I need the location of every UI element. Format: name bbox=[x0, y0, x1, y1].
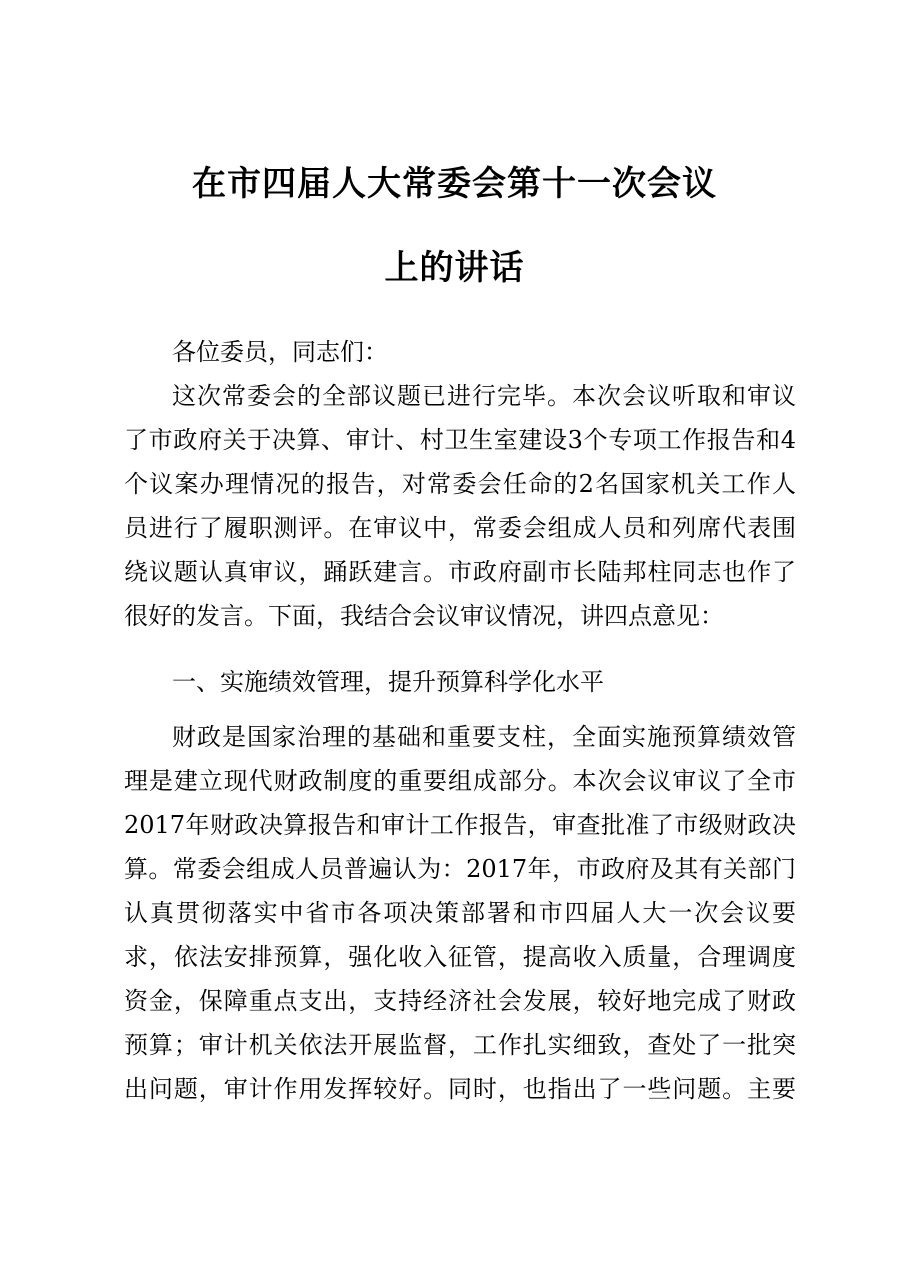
body-line: 出问题，审计作用发挥较好。同时，也指出了一些问题。主要 bbox=[124, 1075, 796, 1103]
body-line: 财政是国家治理的基础和重要支柱，全面实施预算绩效管 bbox=[172, 723, 796, 751]
body-line: 预算；审计机关依法开展监督，工作扎实细致，查处了一批突 bbox=[124, 1031, 796, 1059]
body-line: 算。常委会组成人员普遍认为：2017年，市政府及其有关部门 bbox=[124, 855, 796, 883]
body-line: 理是建立现代财政制度的重要组成部分。本次会议审议了全市 bbox=[124, 767, 796, 795]
body-line: 求，依法安排预算，强化收入征管，提高收入质量，合理调度 bbox=[124, 943, 796, 971]
section-heading: 一、实施绩效管理，提升预算科学化水平 bbox=[172, 668, 604, 696]
body-line: 了市政府关于决算、审计、村卫生室建设3个专项工作报告和4 bbox=[124, 426, 796, 454]
body-line: 员进行了履职测评。在审议中，常委会组成人员和列席代表围 bbox=[124, 514, 796, 542]
body-line: 这次常委会的全部议题已进行完毕。本次会议听取和审议 bbox=[172, 382, 796, 410]
body-line: 2017年财政决算报告和审计工作报告，审查批准了市级财政决 bbox=[124, 811, 796, 839]
salutation: 各位委员，同志们： bbox=[172, 338, 388, 366]
body-line: 个议案办理情况的报告，对常委会任命的2名国家机关工作人 bbox=[124, 470, 796, 498]
document-title-line-1: 在市四届人大常委会第十一次会议 bbox=[192, 164, 717, 204]
body-line: 很好的发言。下面，我结合会议审议情况，讲四点意见： bbox=[124, 602, 724, 630]
document-title-line-2: 上的讲话 bbox=[384, 248, 525, 288]
body-line: 认真贯彻落实中省市各项决策部署和市四届人大一次会议要 bbox=[124, 899, 796, 927]
body-line: 绕议题认真审议，踊跃建言。市政府副市长陆邦柱同志也作了 bbox=[124, 558, 796, 586]
body-line: 资金，保障重点支出，支持经济社会发展，较好地完成了财政 bbox=[124, 987, 796, 1015]
